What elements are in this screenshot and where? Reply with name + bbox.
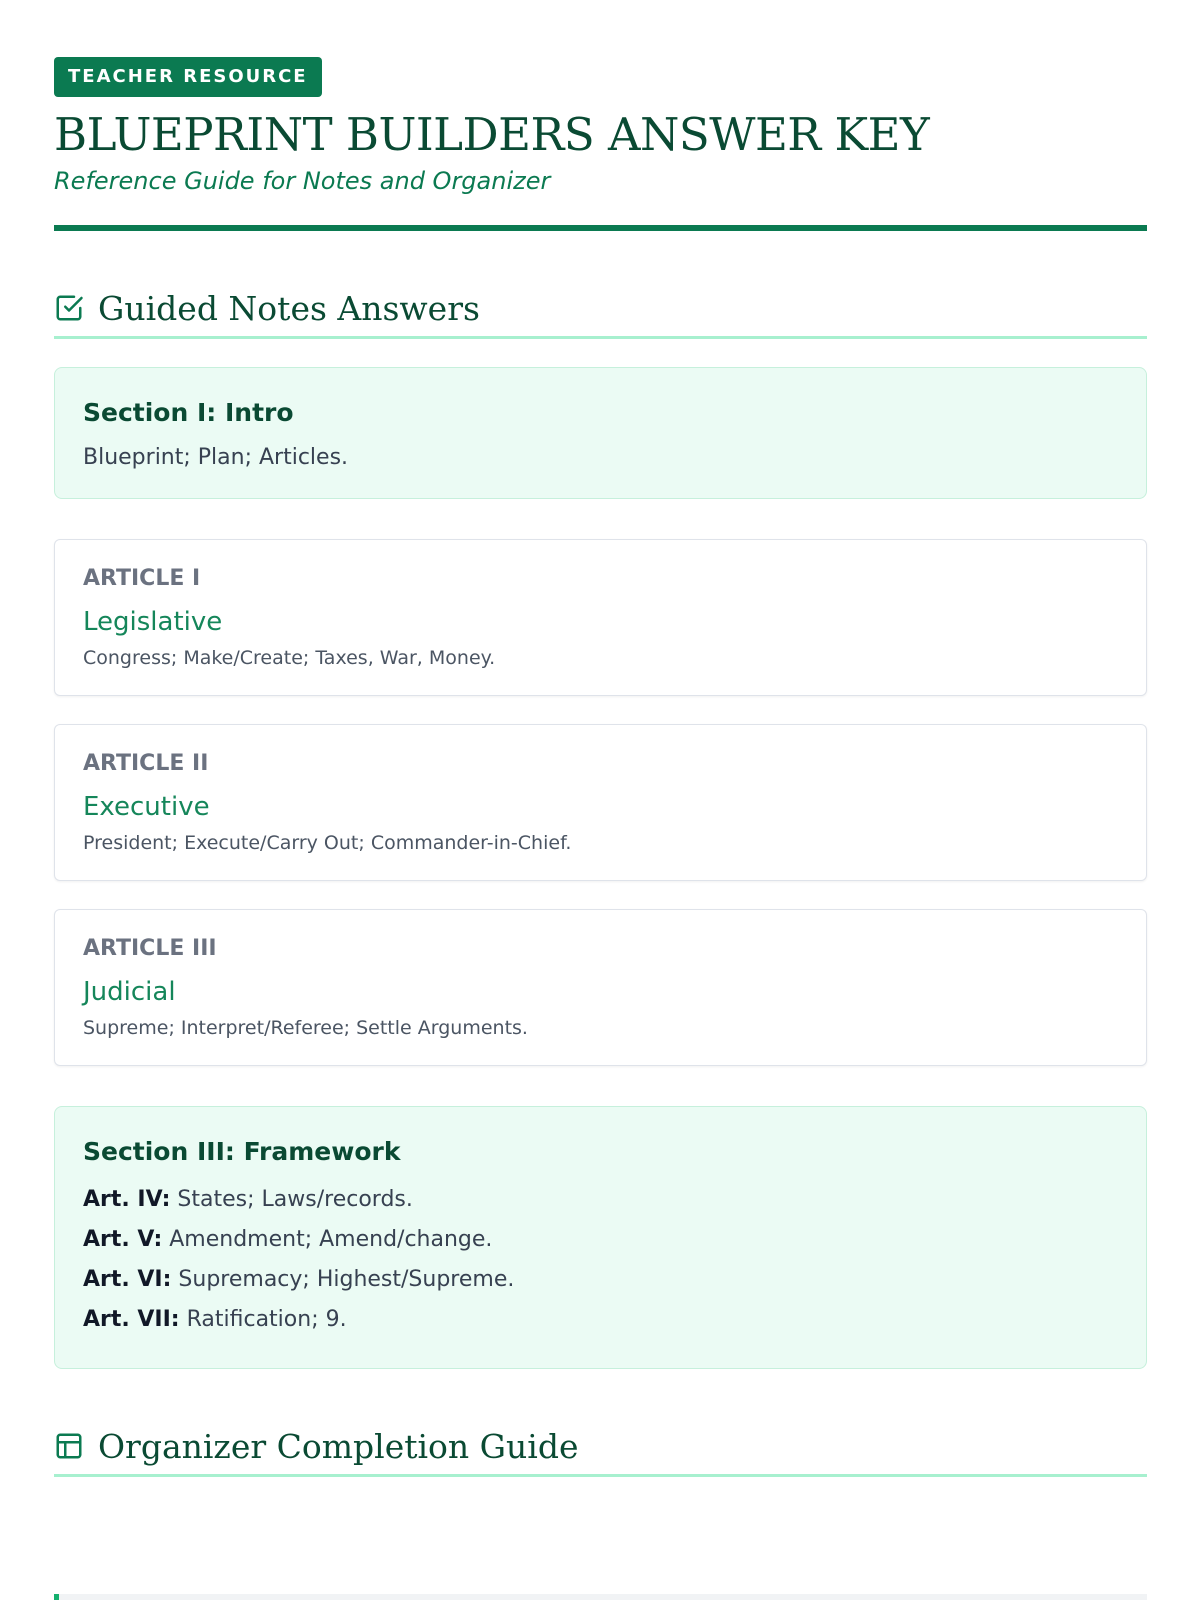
intro-card-body: Blueprint; Plan; Articles. — [83, 444, 349, 470]
framework-item-text: States; Laws/records. — [170, 1186, 413, 1212]
framework-item — [83, 1300, 1118, 1340]
framework-item — [83, 1260, 1118, 1300]
framework-item — [83, 1180, 1118, 1220]
article-card-3 — [54, 909, 1147, 1066]
framework-item-text: Ratification; 9. — [179, 1306, 347, 1332]
article-label: ARTICLE III — [83, 935, 217, 961]
article-branch: Judicial — [83, 976, 176, 1007]
article-card-1 — [54, 539, 1147, 696]
article-answers: Congress; Make/Create; Taxes, War, Money. — [83, 646, 496, 669]
framework-item-key: Art. IV: — [83, 1186, 171, 1212]
organizer-card-top-edge — [54, 1594, 1147, 1600]
organizer-heading-text: Organizer Completion Guide — [98, 1426, 579, 1466]
organizer-heading — [54, 1427, 1147, 1477]
answer-key-document — [54, 57, 1147, 1477]
article-label: ARTICLE I — [83, 565, 201, 591]
header-divider — [54, 225, 1147, 231]
framework-item-key: Art. VII: — [83, 1306, 180, 1332]
layout-icon — [54, 1431, 84, 1461]
document-subtitle: Reference Guide for Notes and Organizer — [54, 166, 551, 195]
checkbox-icon — [54, 293, 84, 323]
intro-card-title: Section I: Intro — [83, 397, 294, 427]
framework-item-text: Supremacy; Highest/Supreme. — [171, 1266, 515, 1292]
framework-card-title: Section III: Framework — [83, 1136, 401, 1166]
article-label: ARTICLE II — [83, 750, 209, 776]
framework-item-key: Art. V: — [83, 1226, 163, 1252]
document-title: BLUEPRINT BUILDERS ANSWER KEY — [54, 108, 930, 161]
teacher-resource-badge: TEACHER RESOURCE — [54, 57, 322, 97]
framework-item — [83, 1220, 1118, 1260]
guided-notes-heading — [54, 289, 1147, 339]
article-answers: President; Execute/Carry Out; Commander-in-Chief. — [83, 831, 572, 854]
article-branch: Legislative — [83, 606, 223, 637]
framework-item-key: Art. VI: — [83, 1266, 172, 1292]
intro-card — [54, 367, 1147, 499]
framework-list — [83, 1180, 1118, 1340]
article-answers: Supreme; Interpret/Referee; Settle Arguments. — [83, 1016, 528, 1039]
guided-notes-heading-text: Guided Notes Answers — [98, 288, 480, 328]
framework-card — [54, 1106, 1147, 1369]
article-card-2 — [54, 724, 1147, 881]
article-branch: Executive — [83, 791, 210, 822]
framework-item-text: Amendment; Amend/change. — [162, 1226, 493, 1252]
